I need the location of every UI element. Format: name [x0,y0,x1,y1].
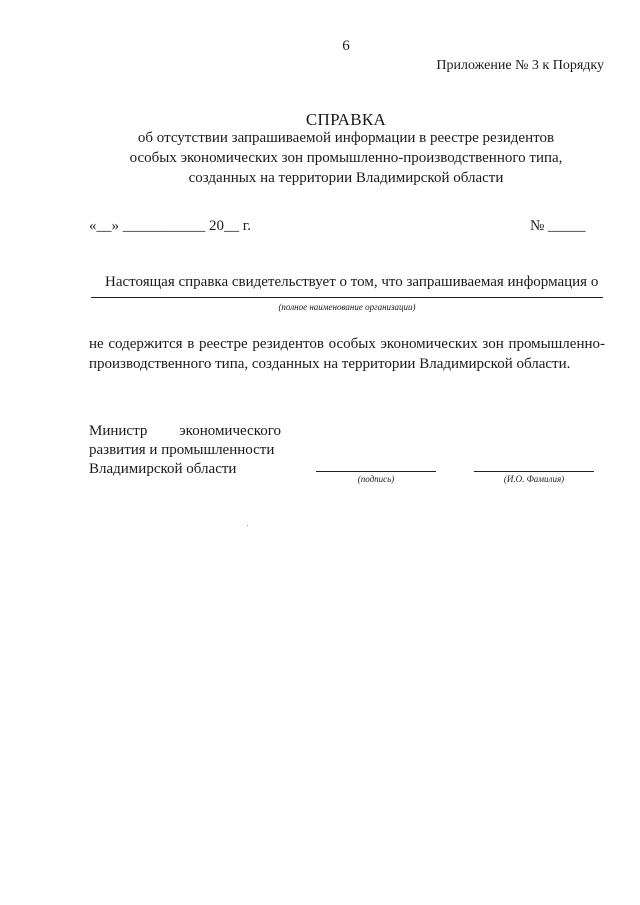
economic-word: экономического [179,423,281,439]
minister-title-line-2: развития и промышленности [89,442,275,458]
document-subtitle [0,128,640,188]
full-name-line [474,471,594,472]
signature-caption: (подпись) [357,474,395,484]
organization-name-caption: (полное наименование организации) [278,302,416,312]
subtitle-line-2: особых экономических зон промышленно-производственного типа, [129,150,563,166]
subtitle-line-3: созданных на территории Владимирской области [188,170,504,186]
subtitle-line-1: об отсутствии запрашиваемой информации в реестре резидентов [137,130,555,146]
number-field: № _____ [530,218,586,234]
intro-text: Настоящая справка свидетельствует о том, что запрашиваемая информация о [105,274,599,290]
date-field: «__» ___________ 20__ г. [89,218,251,234]
full-name-caption: (И.О. Фамилия) [503,474,565,484]
scan-speck [247,525,248,526]
minister-title [89,422,281,479]
organization-name-line [91,297,603,298]
page-number: 6 [342,38,350,54]
minister-title-line-3: Владимирской области [89,461,237,477]
document-title: СПРАВКА [305,110,387,129]
appendix-reference: Приложение № 3 к Порядку [436,58,604,73]
signature-line [316,471,436,472]
certificate-body-text: не содержится в реестре резидентов особых экономических зон промышленно-производственного типа, созданных на территории Владимирской области. [89,336,605,372]
minister-title-line-1 [89,422,281,441]
minister-word: Министр [89,423,148,439]
